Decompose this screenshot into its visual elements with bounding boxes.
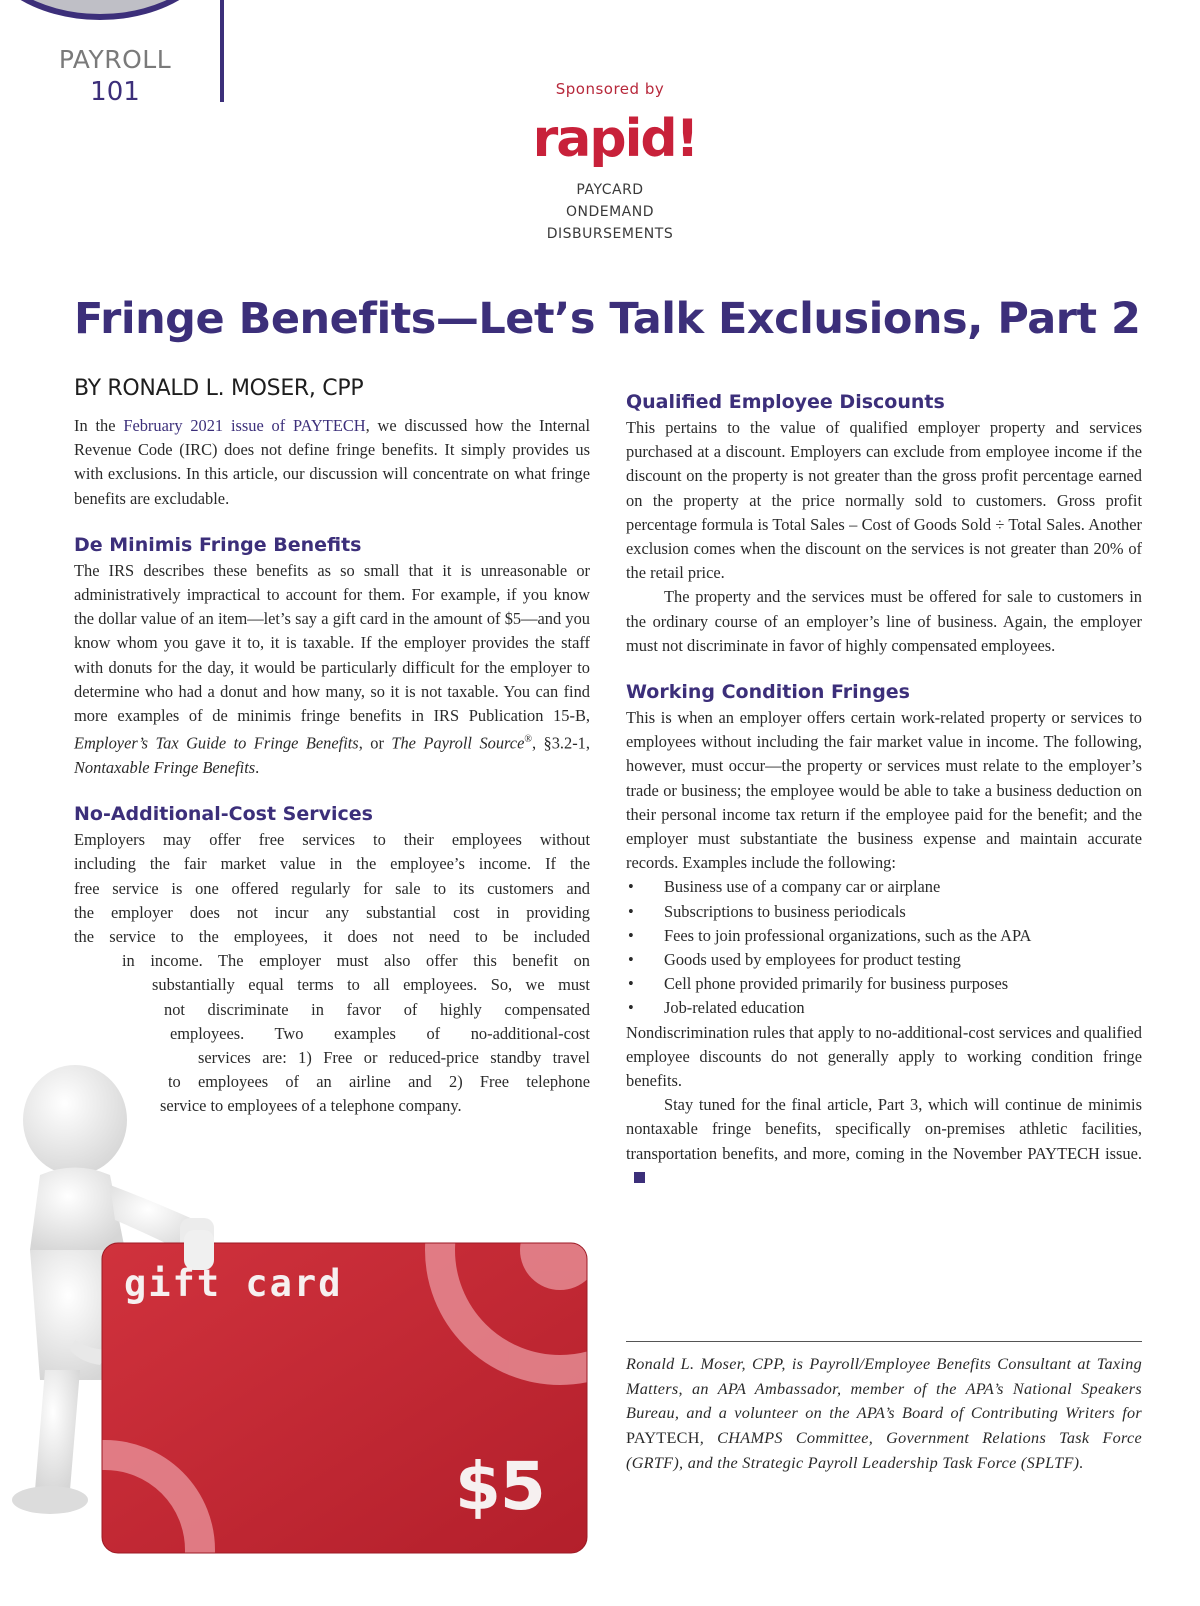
- de-minimis-paragraph: The IRS describes these benefits as so small that it is unreasonable or administratively impractical to account for them. For example, if you know the dollar value of an item—let’s say a gift card in the amount of $5—and you know whom you gave it to, it is taxable. If the employer provides the staff with donuts for the day, it would be particularly difficult for the employer to determine who had a donut and how many, so it is not taxable. You can find more examples of de minimis fringe benefits in IRS Publication 15-B, Employer’s Tax Guide to Fringe Benefits, or The Payroll Source®, §3.2-1, Nontaxable Fringe Benefits.: [74, 560, 590, 777]
- bio-divider: [626, 1341, 1142, 1342]
- sponsor-tagline-1: PAYCARD: [576, 182, 644, 198]
- list-item: • Job-related education: [626, 996, 1142, 1020]
- sponsored-by-label: Sponsored by: [555, 80, 665, 98]
- working-condition-paragraph-3: Stay tuned for the final article, Part 3, which will continue de minimis nontaxable fringe benefits, specifically on-premises athletic facilities, transportation benefits, and more, coming in the November PAYTECH issue.: [626, 1093, 1142, 1190]
- sponsor-tagline-2: ONDEMAND: [565, 204, 655, 220]
- sponsor-tagline-3: DISBURSEMENTS: [546, 226, 674, 242]
- list-item: • Business use of a company car or airplane: [626, 875, 1142, 899]
- working-condition-paragraph-1: This is when an employer offers certain work-related property or services to employees without including the fair market value in income. The following, however, must occur—the property or services must relate to the employer’s trade or business; the employee would be able to take a business deduction on their personal income tax return if the employee paid for the benefit; and the employer must substantiate the business expense and maintain accurate records. Examples include the following:: [626, 708, 1142, 873]
- qualified-discounts-paragraph-1: This pertains to the value of qualified employer property and services purchased at a discount. Employers can exclude from employee income if the discount on the property is not greater than the gross profit percentage earned on the property at the price normally sold to customers. Gross profit percentage formula is Total Sales – Cost of Goods Sold ÷ Total Sales. Another exclusion comes when the discount on the services is not greater than 20% of the retail price.: [626, 418, 1142, 583]
- section-badge-arc: [0, 0, 220, 20]
- sponsor-logo: rapid!: [532, 109, 698, 169]
- examples-list: [626, 875, 1142, 1020]
- author-bio: Ronald L. Moser, CPP, is Payroll/Employee Benefits Consultant at Taxing Matters, an APA Ambassador, member of the APA’s National Speakers Bureau, and a volunteer on the APA’s Board of Contributing Writers for PAYTECH, CHAMPS Committee, Government Relations Task Force (GRTF), and the Strategic Payroll Leadership Task Force (SPLTF).: [626, 1355, 1142, 1472]
- qualified-discounts-paragraph-2: The property and the services must be offered for sale to customers in the ordinary course of an employer’s line of business. Again, the employer must not discriminate in favor of highly compensated employees.: [626, 587, 1142, 655]
- list-item: • Subscriptions to business periodicals: [626, 900, 1142, 924]
- article-byline: BY RONALD L. MOSER, CPP: [74, 376, 364, 401]
- working-condition-paragraph-2: Nondiscrimination rules that apply to no-additional-cost services and qualified employee discounts do not generally apply to working condition fringe benefits.: [626, 1022, 1142, 1091]
- working-condition-heading: Working Condition Fringes: [626, 681, 910, 704]
- gift-card-amount: $5: [455, 1448, 545, 1525]
- de-minimis-heading: De Minimis Fringe Benefits: [74, 533, 362, 556]
- section-label: PAYROLL: [58, 45, 172, 74]
- left-column: [74, 414, 590, 1119]
- end-of-article-icon: [634, 1172, 645, 1183]
- gift-card-label: gift card: [124, 1262, 343, 1305]
- article-title: Fringe Benefits—Let’s Talk Exclusions, Part 2: [74, 294, 1141, 344]
- no-additional-cost-paragraph: Employers may offer free services to their employees without including the fair market value in the employee’s income. If the free service is one offered regularly for sale to its customers and the employer does not incur any substantial cost in providing the service to the employees, it does not need to be included in income. The employer must also offer this benefit on substantially equal terms to all employees. So, we must not discriminate in favor of highly compensated employees. Two examples of no-additional-cost services are: 1) Free or reduced-price standby travel to employees of an airline and 2) Free telephone service to employees of a telephone company.: [74, 830, 590, 1116]
- paytech-issue-link[interactable]: February 2021 issue of PAYTECH: [123, 416, 366, 435]
- list-item: • Cell phone provided primarily for business purposes: [626, 972, 1142, 996]
- no-additional-cost-heading: No-Additional-Cost Services: [74, 803, 373, 826]
- list-item: • Fees to join professional organizations, such as the APA: [626, 924, 1142, 948]
- section-badge-divider: [220, 0, 224, 102]
- qualified-discounts-heading: Qualified Employee Discounts: [626, 391, 945, 413]
- section-number: 101: [90, 77, 140, 107]
- right-column: [626, 388, 1142, 1190]
- intro-paragraph: In the February 2021 issue of PAYTECH, we discussed how the Internal Revenue Code (IRC) does not define fringe benefits. It simply provides us with exclusions. In this article, our discussion will concentrate on what fringe benefits are excludable.: [74, 416, 590, 508]
- list-item: • Goods used by employees for product testing: [626, 948, 1142, 972]
